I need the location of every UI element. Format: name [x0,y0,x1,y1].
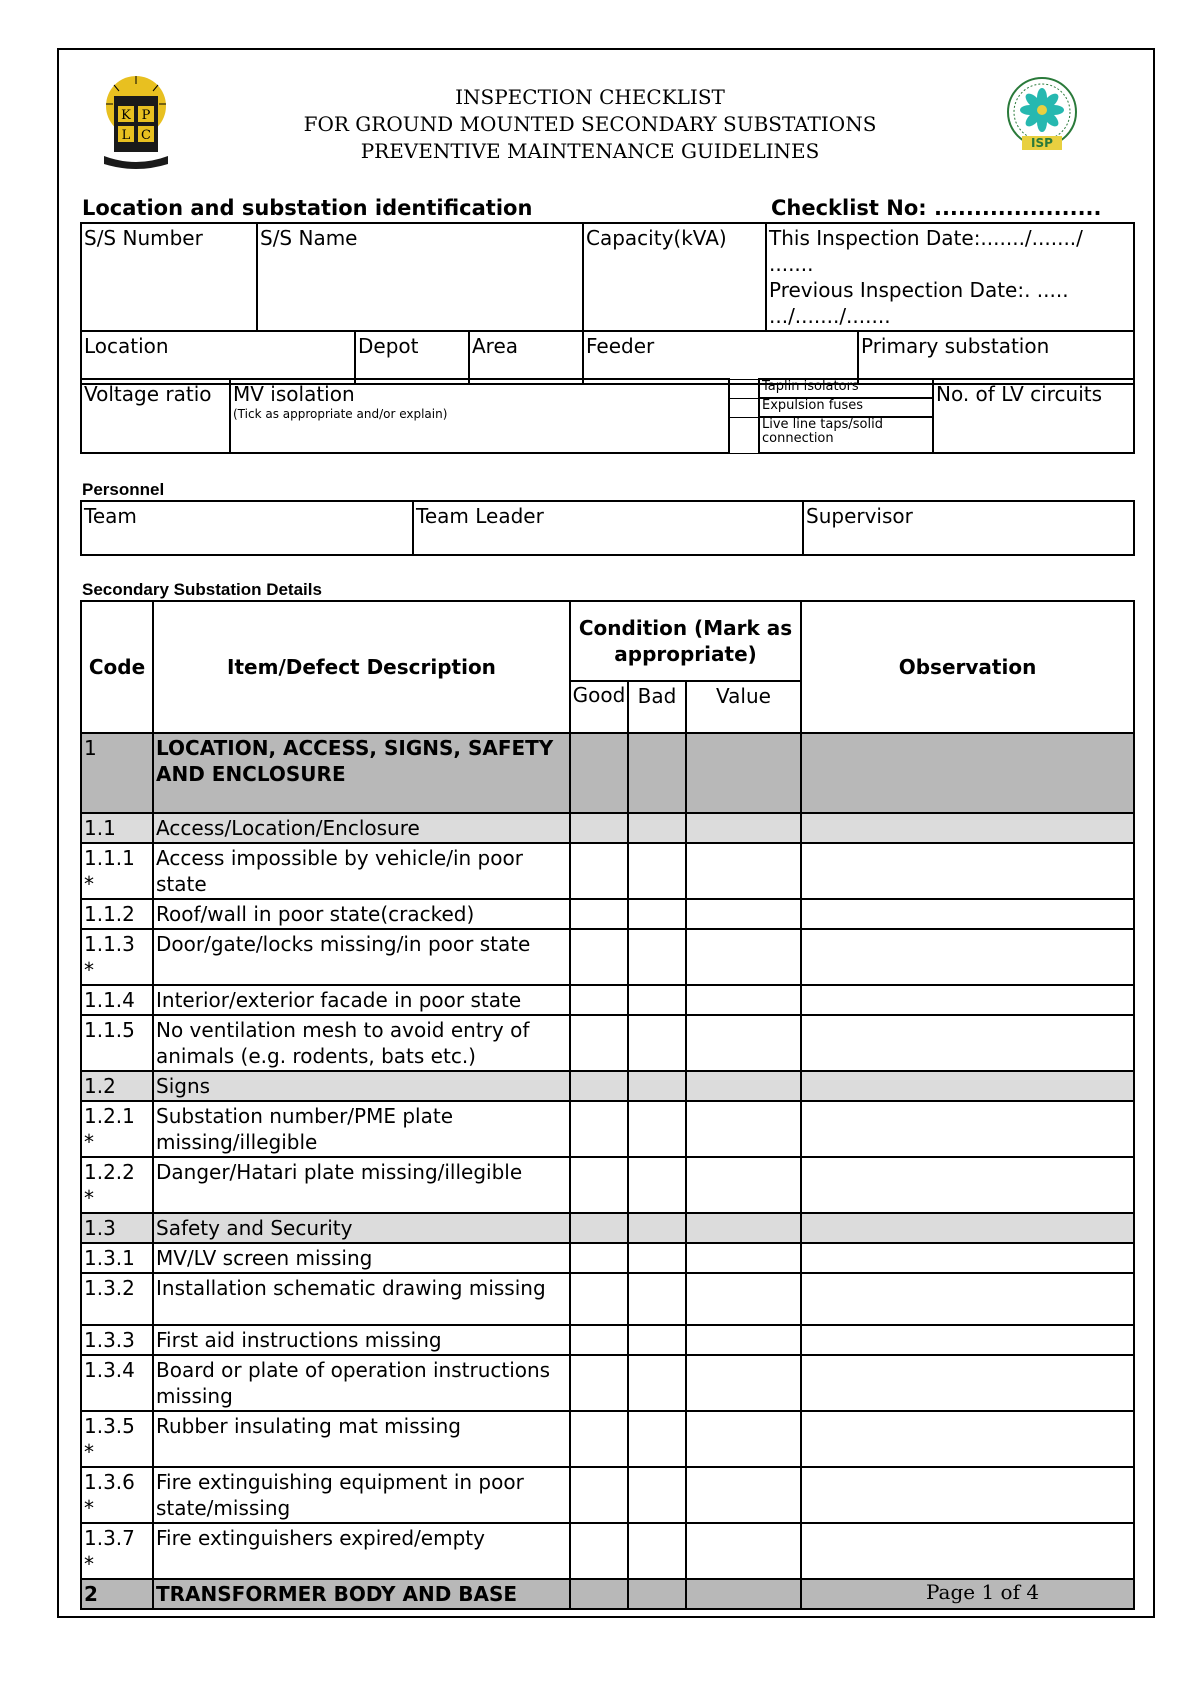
bad-cell[interactable] [628,1015,686,1071]
bad-cell[interactable] [628,1467,686,1523]
row-code: 1.1.5 [81,1015,153,1071]
row-code: 1.3.3 [81,1325,153,1355]
row-description: First aid instructions missing [153,1325,570,1355]
row-code: 1.1.3 * [81,929,153,985]
primary-substation-field[interactable]: Primary substation [858,331,1134,384]
value-cell[interactable] [686,1101,801,1157]
row-description: LOCATION, ACCESS, SIGNS, SAFETY AND ENCLOSURE [153,733,570,813]
value-cell[interactable] [686,1243,801,1273]
row-description: TRANSFORMER BODY AND BASE [153,1579,570,1609]
good-cell[interactable] [570,1579,628,1609]
observation-cell[interactable] [801,1071,1134,1101]
bad-cell[interactable] [628,1071,686,1101]
row-code: 1.3.2 [81,1273,153,1325]
observation-cell[interactable] [801,929,1134,985]
good-cell[interactable] [570,1101,628,1157]
row-code: 1.2.2 * [81,1157,153,1213]
bad-cell[interactable] [628,1243,686,1273]
good-cell[interactable] [570,929,628,985]
row-description: No ventilation mesh to avoid entry of animals (e.g. rodents, bats etc.) [153,1015,570,1071]
table-row [81,1157,1134,1213]
row-code: 1.3.7 * [81,1523,153,1579]
identification-table [80,222,1135,385]
good-cell[interactable] [570,1243,628,1273]
ss-number-field[interactable]: S/S Number [81,223,257,331]
col-code-header: Code [81,601,153,733]
value-cell[interactable] [686,813,801,843]
mv-isolation-field[interactable] [230,379,729,453]
svg-text:K: K [121,108,131,123]
value-cell[interactable] [686,1015,801,1071]
row-code: 1.3.4 [81,1355,153,1411]
col-value-header: Value [686,681,801,733]
row-description: Fire extinguishers expired/empty [153,1523,570,1579]
supervisor-field[interactable]: Supervisor [803,501,1134,555]
row-code: 1.3.6 * [81,1467,153,1523]
value-cell[interactable] [686,733,801,813]
team-field[interactable]: Team [81,501,413,555]
voltage-ratio-field[interactable]: Voltage ratio [81,379,230,453]
live-line-checkbox[interactable] [729,417,759,453]
ss-name-field[interactable]: S/S Name [257,223,583,331]
good-cell[interactable] [570,1273,628,1325]
team-leader-field[interactable]: Team Leader [413,501,803,555]
mv-isolation-note: (Tick as appropriate and/or explain) [233,407,448,421]
svg-text:L: L [121,128,131,143]
row-code: 1.3.1 [81,1243,153,1273]
feeder-field[interactable]: Feeder [583,331,858,384]
bad-cell[interactable] [628,899,686,929]
svg-text:ISP: ISP [1031,136,1053,150]
good-cell[interactable] [570,843,628,899]
bad-cell[interactable] [628,929,686,985]
details-table [80,600,1135,1610]
value-cell[interactable] [686,843,801,899]
table-row [81,1325,1134,1355]
observation-cell[interactable] [801,1243,1134,1273]
kplc-logo [100,76,172,170]
observation-cell[interactable] [801,843,1134,899]
details-heading: Secondary Substation Details [82,580,322,599]
bad-cell[interactable] [628,1213,686,1243]
row-code: 1 [81,733,153,813]
this-inspection-date: This Inspection Date:......./......./ ....... [769,226,1083,276]
value-cell[interactable] [686,1523,801,1579]
table-row [81,1355,1134,1411]
row-description: Roof/wall in poor state(cracked) [153,899,570,929]
good-cell[interactable] [570,899,628,929]
row-description: Danger/Hatari plate missing/illegible [153,1157,570,1213]
good-cell[interactable] [570,1157,628,1213]
bad-cell[interactable] [628,1523,686,1579]
row-code: 1.3 [81,1213,153,1243]
value-cell[interactable] [686,1071,801,1101]
location-field[interactable]: Location [81,331,355,384]
bad-cell[interactable] [628,1157,686,1213]
mv-isolation-label: MV isolation [233,382,355,406]
details-rows [81,733,1134,1609]
row-code: 1.1.1 * [81,843,153,899]
mv-isolation-table [80,378,1135,454]
observation-cell[interactable] [801,1467,1134,1523]
row-description: Board or plate of operation instructions missing [153,1355,570,1411]
value-cell[interactable] [686,1157,801,1213]
row-description: Rubber insulating mat missing [153,1411,570,1467]
value-cell[interactable] [686,1467,801,1523]
col-bad-header: Bad [628,681,686,733]
row-code: 1.2.1 * [81,1101,153,1157]
value-cell[interactable] [686,1325,801,1355]
good-cell[interactable] [570,1523,628,1579]
svg-text:C: C [141,128,151,143]
value-cell[interactable] [686,1273,801,1325]
row-code: 1.1 [81,813,153,843]
page-number: Page 1 of 4 [926,1580,1040,1604]
table-row [81,1243,1134,1273]
inspection-dates-field[interactable] [766,223,1134,331]
bad-cell[interactable] [628,813,686,843]
value-cell[interactable] [686,985,801,1015]
row-code: 1.1.2 [81,899,153,929]
col-condition-header: Condition (Mark as appropriate) [570,601,801,681]
value-cell[interactable] [686,1579,801,1609]
row-description: Access/Location/Enclosure [153,813,570,843]
table-row [81,733,1134,813]
taplin-checkbox[interactable] [729,379,759,398]
row-description: Installation schematic drawing missing [153,1273,570,1325]
observation-cell[interactable] [801,1411,1134,1467]
table-row [81,899,1134,929]
observation-cell[interactable] [801,1015,1134,1071]
bad-cell[interactable] [628,1325,686,1355]
value-cell[interactable] [686,1213,801,1243]
bad-cell[interactable] [628,1101,686,1157]
row-code: 1.1.4 [81,985,153,1015]
table-row [81,1523,1134,1579]
bad-cell[interactable] [628,1273,686,1325]
row-description: Safety and Security [153,1213,570,1243]
good-cell[interactable] [570,1071,628,1101]
observation-cell[interactable] [801,1355,1134,1411]
value-cell[interactable] [686,929,801,985]
row-code: 1.3.5 * [81,1411,153,1467]
observation-cell[interactable] [801,1101,1134,1157]
live-line-label: Live line taps/solid connection [759,417,933,453]
table-row [81,843,1134,899]
table-row [81,985,1134,1015]
personnel-table [80,500,1135,556]
expulsion-checkbox[interactable] [729,398,759,417]
good-cell[interactable] [570,1015,628,1071]
table-row [81,1411,1134,1467]
observation-cell[interactable] [801,1273,1134,1325]
depot-field[interactable]: Depot [355,331,469,384]
title-line-2: FOR GROUND MOUNTED SECONDARY SUBSTATIONS [303,112,877,136]
good-cell[interactable] [570,985,628,1015]
row-code: 1.2 [81,1071,153,1101]
personnel-heading: Personnel [82,480,165,499]
good-cell[interactable] [570,1467,628,1523]
isp-logo [1002,76,1082,154]
bad-cell[interactable] [628,1411,686,1467]
document-title [180,84,1000,165]
good-cell[interactable] [570,733,628,813]
row-description: Door/gate/locks missing/in poor state [153,929,570,985]
col-observation-header: Observation [801,601,1134,733]
table-row [81,813,1134,843]
bad-cell[interactable] [628,733,686,813]
value-cell[interactable] [686,899,801,929]
table-row [81,1273,1134,1325]
taplin-label: Taplin isolators [759,379,933,398]
good-cell[interactable] [570,813,628,843]
good-cell[interactable] [570,1355,628,1411]
checklist-number: Checklist No: ..................... [771,196,1102,220]
row-description: MV/LV screen missing [153,1243,570,1273]
area-field[interactable]: Area [469,331,583,384]
row-code: 2 [81,1579,153,1609]
table-row [81,1015,1134,1071]
observation-cell[interactable] [801,1213,1134,1243]
good-cell[interactable] [570,1411,628,1467]
row-description: Substation number/PME plate missing/illegible [153,1101,570,1157]
table-row [81,1213,1134,1243]
title-line-3: PREVENTIVE MAINTENANCE GUIDELINES [360,139,820,163]
observation-cell[interactable] [801,1325,1134,1355]
bad-cell[interactable] [628,1579,686,1609]
previous-inspection-date: Previous Inspection Date:. ..... .../......./....... [769,278,1069,328]
table-row [81,1071,1134,1101]
observation-cell[interactable] [801,813,1134,843]
lv-circuits-field[interactable]: No. of LV circuits [933,379,1134,453]
expulsion-label: Expulsion fuses [759,398,933,417]
value-cell[interactable] [686,1355,801,1411]
observation-cell[interactable] [801,1157,1134,1213]
row-description: Fire extinguishing equipment in poor state/missing [153,1467,570,1523]
table-row [81,1467,1134,1523]
table-row [81,1101,1134,1157]
bad-cell[interactable] [628,1355,686,1411]
col-good-header: Good [570,681,628,733]
good-cell[interactable] [570,1325,628,1355]
bad-cell[interactable] [628,843,686,899]
observation-cell[interactable] [801,1523,1134,1579]
table-row [81,929,1134,985]
row-description: Interior/exterior facade in poor state [153,985,570,1015]
row-description: Access impossible by vehicle/in poor state [153,843,570,899]
identification-heading: Location and substation identification [82,196,533,220]
bad-cell[interactable] [628,985,686,1015]
capacity-field[interactable]: Capacity(kVA) [583,223,766,331]
title-line-1: INSPECTION CHECKLIST [455,85,725,109]
svg-text:P: P [141,108,151,123]
row-description: Signs [153,1071,570,1101]
col-item-header: Item/Defect Description [153,601,570,733]
observation-cell[interactable] [801,899,1134,929]
value-cell[interactable] [686,1411,801,1467]
good-cell[interactable] [570,1213,628,1243]
observation-cell[interactable] [801,733,1134,813]
observation-cell[interactable] [801,985,1134,1015]
